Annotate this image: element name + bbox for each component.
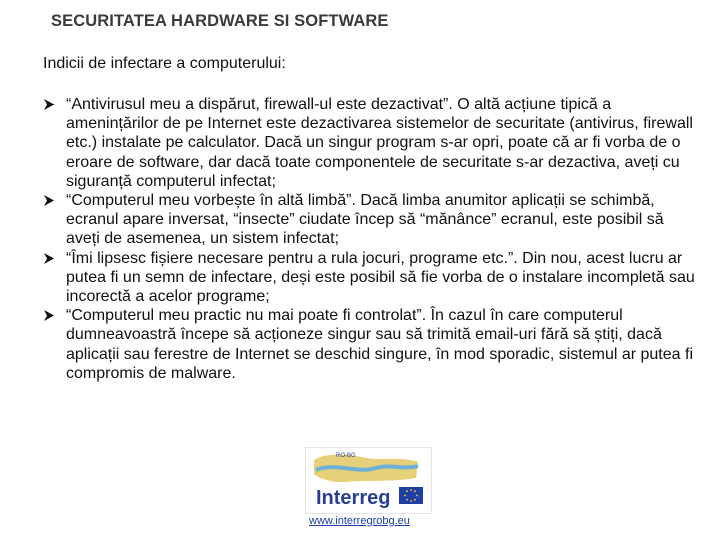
arrow-bullet-icon xyxy=(43,309,56,322)
interreg-logo xyxy=(305,447,432,514)
arrow-bullet-icon xyxy=(43,194,56,207)
arrow-bullet-icon xyxy=(43,252,56,265)
bullet-item xyxy=(43,306,698,383)
bullet-item xyxy=(43,191,698,249)
intro-text: Indicii de infectare a computerului: xyxy=(43,55,286,72)
bullet-text: “Antivirusul meu a dispărut, firewall-ul este dezactivat”. O altă acțiune tipică a amenințărilor de pe Internet este dezactivarea sistemelor de securitate (antivirus, firewall etc.) instalate pe calculator. Dacă un singur program s-ar opri, poate că ar fi vorba de o eroare de software, dar dacă toate componentele de securitate s-ar dezactiva, aveți cu siguranță computerul infectat; xyxy=(66,96,693,190)
bullet-text: “Computerul meu practic nu mai poate fi controlat”. În cazul în care computerul dumneavoastră începe să acționeze singur sau să trimită email-uri fără să știți, dacă aplicații sau ferestre de Internet se deschid singure, în mod sporadic, sistemul ar putea fi compromis de malware. xyxy=(66,307,693,382)
bullet-list xyxy=(43,95,698,383)
bullet-text: “Computerul meu vorbește în altă limbă”. Dacă limba anumitor aplicații se schimbă, ecranul apare inversat, “insecte” ciudate încep să “mănânce” ecranul, este posibil să aveți de asemenea, un sistem infectat; xyxy=(66,192,664,248)
logo-small-text: RO-BG xyxy=(336,453,356,459)
bullet-item xyxy=(43,95,698,191)
bullet-item xyxy=(43,249,698,307)
interreg-link[interactable]: www.interregrobg.eu xyxy=(309,515,410,527)
interreg-wordmark: Interreg xyxy=(316,487,391,509)
arrow-bullet-icon xyxy=(43,98,56,111)
interreg-logo-graphic xyxy=(306,448,431,513)
bullet-text: “Îmi lipsesc fișiere necesare pentru a rula jocuri, programe etc.”. Din nou, acest lucru ar putea fi un semn de infectare, deși este posibil să fie vorba de o instalare incompletă sau incorectă a acelor programe; xyxy=(66,249,695,306)
slide-title: SECURITATEA HARDWARE SI SOFTWARE xyxy=(51,12,389,30)
